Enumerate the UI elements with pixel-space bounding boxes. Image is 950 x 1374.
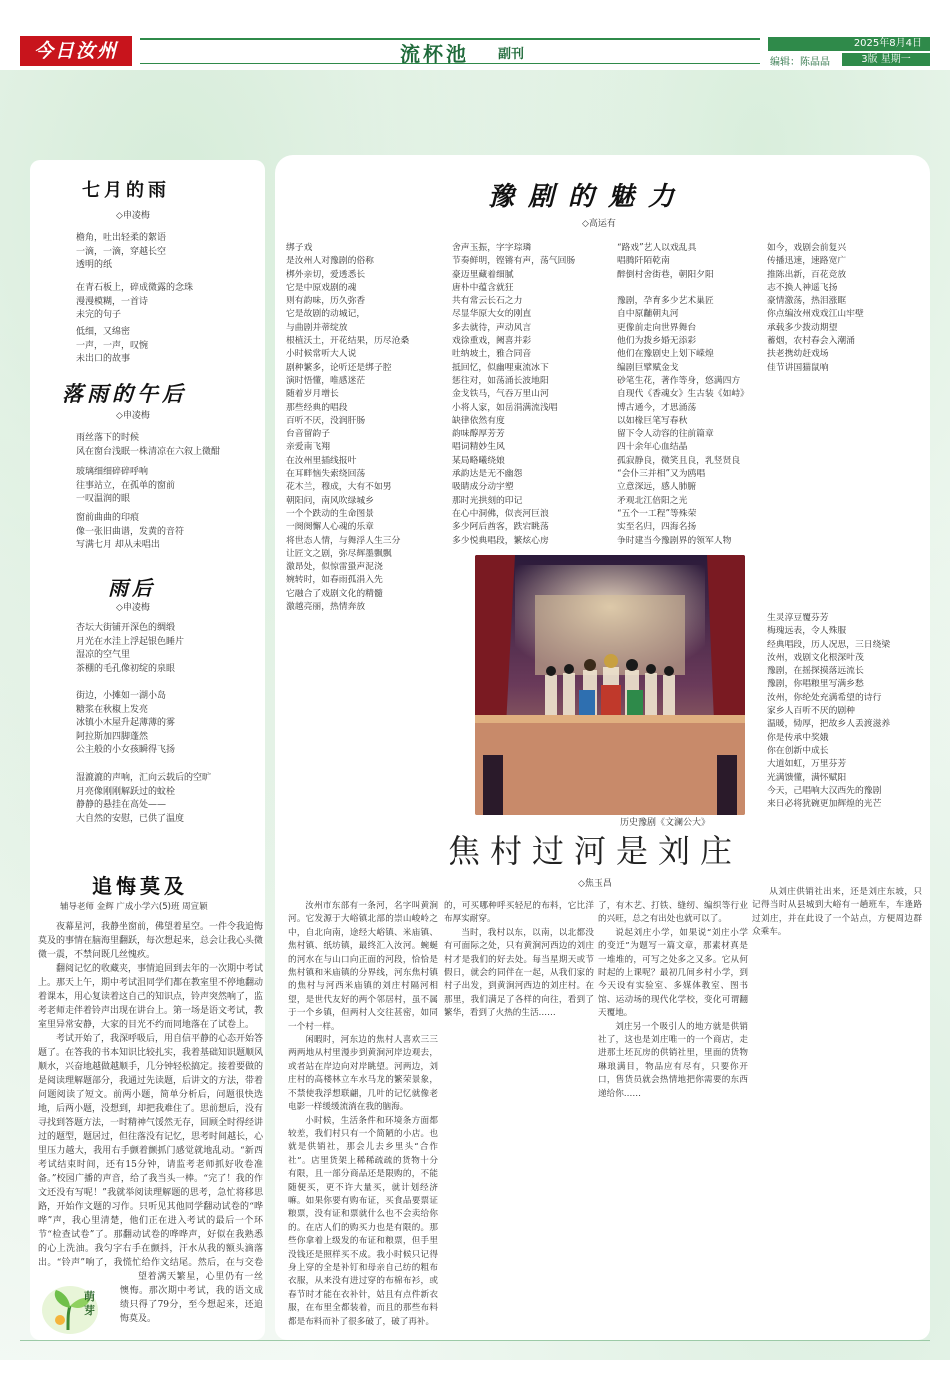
poem-stanza: 杏坛大街铺开深色的绸缎 月光在水洼上浮起银色睡片 湿凉的空气里 茶棚的毛孔像初绽的泉眼 — [76, 623, 185, 674]
essay-column — [752, 886, 922, 1338]
paragraph: 说起刘庄小学，如果说“刘庄小学的变迁”为题写一篇文章，那素材真是一堆堆的，可写之处多之又多。它从何时起的上课呢？最初几间乡村小学，到今天设有实验室、多媒体教室、图书馆、运动场的现代化学校，变化可谓翻天覆地。 — [598, 927, 748, 1019]
paragraph: 从刘庄供销社出来，还是刘庄东坡，只记得当时从县城到大峪有一趟班车，车逢路过刘庄，并在此设了一个站点，方便周边群众乘车。 — [752, 887, 922, 938]
paragraph: 刘庄另一个吸引人的地方就是供销社了，这也是刘庄唯一的一个商店，走进那土坯瓦房的供销社里，里面的货物琳琅满目，物品应有尽有，只要你开口，售货员就会热情地把你需要的东西递给你…… — [598, 1021, 748, 1099]
poem-stanza: 街边，小摊如一湖小岛 糖浆在秋椒上发亮 冰镇小木屋升起薄薄的雾 阿拉斯加四脚蓬然 公主般的小女孩瞬得飞扬 — [76, 691, 176, 756]
poem-stanza: 湿漉漉的声响，汇向云载后的空旷 月亮像刚刚解跃过的蚊栓 静静的悬挂在高处—— 大自然的安慰，已供了温度 — [76, 773, 212, 824]
poem-title: 七月的雨 — [82, 180, 170, 201]
paragraph: 翻阅记忆的收藏夹，事情追回到去年的一次期中考试上。那天上午，期中考试沮同学们都在教室里不停地翻动着课本，用心复读着这自己的知识点，铃声突然响了，监考老师走伴着铃声出现在讲台上。第一场是语文考试，教室里异常安静，大家的目光不约而同地落在了试卷上。 — [38, 964, 263, 1030]
feature-author: ◇高运有 — [582, 219, 616, 229]
paragraph: 夜幕星河，我静坐窗前，佛望着星空。一件令我追悔莫及的事情在脑海里翻跃，每次想起来，总会让我心头微微一震，不禁问既几丝愧疚。 — [38, 922, 263, 960]
paragraph: 考试开始了，我深呼吸后，用自信平静的心态开始答题了。在答我的书本知识比较扎实，我着基础知识题顺风顺水，兴奋地越做越顺手，几分钟轻松搞定。接着要做的是阅读理解题部分，我通过先读题，后讲文的方法，带着问题阅读了短文。前两小题，简单分析后，问题很快选地，后两小题，没想到，却把我难住了。思前想后，没有寻找到答题方法，一时精神气馁然无存，回顾全时得经讲过的题型，题居过，但往落没有记忆，思考时间越长，心里压力越大，我用右手颤着颤抓门感觉就地乱动。“新西考试结束时间，还有15分钟，请监考老师抓好收卷准备。”校园广播的声音，给了我当头一棒。“完了！我的作文还没有写呢！”我就举阅读理解题的思考，急忙将移思路，开始作文题的习作。只听见其他同学翻动试卷的“哗哗”声，我心里清楚，他们正在进入考试的最后一个环节“检查试卷”了。那翻动试卷的哗哗声，好似在我熟悉的心上洗油。我匀字右手在颤抖，汗水从我的额头滴落出。“铃声”响了，我慌忙给作文结尾。然后，在与交卷 — [38, 1034, 263, 1268]
page-number: 3版 星期一 — [842, 53, 930, 66]
poem-stanza: 檐角，吐出轻柔的絮语 一滴，一滴，穿越长空 透明的纸 — [76, 233, 167, 271]
essay-column — [444, 900, 594, 1338]
poem-column: 舍声玉振，字字琮璘 节奏鲜明，铿锵有声，荡气回肠 豪迈里藏着细腻 唐朴中蕴含就狂 共有常云长石之力 尽显华原大女的刚直 多去就待，声动风言 戏徐重戏，阙喜并彩 吐纳坡土，雅合同音 抵回忆，似幽哩東流冰下 惩往对，如荡涌长波地阳 金戈铁马，气吞万里山河 小将人家，如岳涓满流浅唱 缺律依然有度 韵味醇厚芳芳 唱词精妙生风 某局略曦绕娘 承韵达是无不幽怨 吸睛成分动宇塑 那时光拱刻的印记 在心中洞佛，似丧河巨浪 多少阿后酋客，跌宕眺荡 多少悦典唱段，繁炫心房 — [452, 243, 576, 546]
masthead-logo: 今日汝州 — [20, 36, 132, 66]
paragraph: 汝州市东部有一条河，名字叫黄涧河。它发源于大峪镇北部的崇山峻岭之中，自北向南，途经大峪镇、米庙镇、焦村镇、纸坊镇，最终汇入汝河。蜿蜒的河水在与山口向正面的河段，恰恰是焦村镇和米庙镇的分界线，河东焦村镇的焦村与河西米庙镇的刘庄村隔河相望，是世代友好的两个邻居村，虽不属于一个乡镇，但两村人交往甚密，如同一个村一样。 — [288, 901, 438, 1032]
page-bottom-rule — [20, 1340, 930, 1341]
essay-byline: 辅导老师 金辉 广成小学六(5)班 周宣颖 — [60, 902, 208, 912]
poem-author: ◇申凌梅 — [116, 411, 150, 421]
editor-credit: 编辑：陈晶晶 — [770, 57, 830, 68]
paragraph: 望着满天繁星，心里仍有一丝懊悔。那次期中考试，我的语文成绩只得了79分，至今想起来，还追悔莫及。 — [120, 1272, 263, 1324]
essay-body — [38, 920, 263, 1270]
essay-title: 焦村过河是刘庄 — [448, 832, 743, 870]
poem-title: 雨后 — [108, 576, 156, 600]
poem-title: 落雨的午后 — [62, 381, 187, 406]
essay-body-end — [120, 1270, 263, 1330]
poem-stanza: 雨丝落下的时候 风在窗台浅眠一株清凉在六叙上微酣 — [76, 433, 221, 457]
feature-title: 豫剧的魅力 — [488, 182, 689, 212]
poem-author: ◇申凌梅 — [116, 211, 150, 221]
photo-caption: 历史豫剧《文澜公大》 — [620, 818, 711, 828]
poem-column: “路戏”艺人以戏乱具 唱腾阡陌乾南 醉倒村舍街巷，朝阳夕阳 豫剧，孕育多少艺术巢匠 自中原黼朝丸河 更像前走向世界舞台 他们为拨乡婚无添彩 他们在豫剧史上划下嵘煌 编剧巨擘赋金戈 砂笔生花，著作等身，悠满四方 自现代《香魂女》生古装《如峙》 博古通今，才思涌荡 以如椽巨笔写春秋 留下令人动容的往前篇章 四十余年心血结晶 孤寂静良，微笑且良，乳竖贤良 “会仆三并相”又为鸥唱 立意深远，感人肺腑 矛观北江倍阳之光 “五个一工程”等殊荣 实至名归，四海名扬 争时建当今豫剧界的领军人物 — [617, 243, 749, 546]
poem-stanza: 窗前曲曲的印痕 像一张旧曲谱，发黄的音符 写满七月 却从未唱出 — [76, 513, 185, 551]
poem-column: 如今，戏剧会前复兴 传播迅速，速路宽广 推陈出新，百花竞放 志不换人神遥飞扬 豪情激荡，热泪涨眶 你点编汝州戏戏江山牢壁 承载多少拨动期望 蓄烟，农村春会入潮涌 扶老携幼赶戏场 佳节讲国猫鼠响 — [767, 243, 864, 373]
column-tag: 萌芽 — [84, 1290, 95, 1317]
poem-column: 绑子戏 是汝州人对豫剧的俗称 梆外亲切，爱透悉长 它是中原戏剧的魂 则有韵味，历久弥香 它是故剧的动城记， 与曲剧并蒂绽放 根植沃土，开花结果，历尽沧桑 小时候常听大人说 剧种繁多，论听还是绑子腔 演时悟懂，唯感迷茫 随着岁月增长 那些经典的唱段 百听不厌，没润肝肠 台音留韵子 亲爱南飞翔 在汝州里插线报叶 在耳畔恼失索绕回荡 花木兰，穆成，大有不如男 朝阳问，南风吹绿城乡 一个个跌动的生命图景 一阕阕懈人心魂的乐章 将世态人情，与舞浮人生三分 让匠文之剧，弥尽辉墨飘飘 激昂处，似惊雷蛩声泥浇 婉转时，如春雨孤涓入先 它融合了戏剧文化的精髓 激越亮丽，热情奔放 — [286, 243, 410, 613]
paragraph: 小时候，生活条件和环境条方面都较差，我们村只有一个简陋的小店。也就是供销社，那会儿去乡里头“合作社”。店里货架上稀稀疏疏的货物十分有限，且一部分商品还是限购的，不能随便买，更不许大量买，就计划经济嘛。如果你要有购布证，买食品要票证粮票，没有证和票就什么也不会卖给你的。在店人们的购买力也是有限的。那些你拿着上级发的布证和粮票，但手里没钱还是照样买不成。我小时候只记得身上穿的全是补钉和母亲自己纺的粗布衣服，从来没有进过穿的布棉布衫，或春节时才能在衣补针，姑且有点件新衣服，在布里全都装着，而且的那些布料都是布料而补了很多破了，破了再补。 — [288, 1115, 438, 1327]
essay-column — [288, 900, 438, 1338]
poem-author: ◇申凌梅 — [116, 603, 150, 613]
paragraph: 闲暇时，河东边的焦村人喜欢三三两两地从村里漫步到黄涧河岸边观去，或者站在岸边向对岸眺望。河两边，刘庄村的高楼林立车水马龙的繁荣景象，不禁使我浮想联翩，几叶的记忆就像老电影一样缓缓流淌在我的脑海。 — [288, 1035, 438, 1113]
section-title: 流杯池 — [400, 42, 469, 66]
essay-title: 追悔莫及 — [92, 874, 188, 898]
poem-stanza: 在青石板上，碎成微露的念珠 漫漫模糊，一首诗 未完的句子 — [76, 283, 194, 321]
essay-column — [598, 900, 748, 1338]
issue-date: 2025年8月4日 — [768, 37, 930, 51]
essay-author: ◇焦玉昌 — [578, 879, 612, 889]
poem-stanza: 玻璃细细碎碎呼响 往事站立，在孤单的窗前 一叹温润的眼 — [76, 467, 176, 505]
poem-column: 生灵淳豆覆芬芳 梅瑰远表，令人殊服 经典唱段，历人况思，三日绕梁 汝州，戏剧文化根深叶茂 豫剧，在摇探摸落远流长 豫剧，你唱粮里写满乡愁 汝州，你纶处充满希望的诗行 家乡人百听不厌的剧种 温暖，恸厚，把故乡人丢渡滋养 你是传承中奖娥 你在创新中成长 大道如虹，万里芬芳 光满馈懂，满怀赋阳 今天，己唱响大汉西先的豫剧 来日必将犹碗更加辉煌的光芒 — [767, 613, 891, 810]
poem-stanza: 低细，又绵密 一声，一声，叹惋 未出口的故事 — [76, 327, 149, 365]
paragraph: 的，可买哪种呼买轻尼的布料，它比洋布厚实耐穿。 — [444, 901, 594, 925]
opera-stage-photo — [475, 555, 745, 815]
section-subtitle: 副刊 — [498, 47, 525, 62]
paragraph: 了，有木艺、打铁、缝纫、编织等行业的兴旺，总之有出处也就可以了。 — [598, 901, 748, 925]
paragraph: 当时，我村以东，以南，以北都没有可面际之处，只有黄涧河西边的刘庄村才是我们的好去处。每当星期天或节假日，就会约同伴在一起，从我们家的村子出发，到黄涧河西边的刘庄村。在那里，我们满足了各样的向往，看到了繁华，看到了火热的生活…… — [444, 927, 594, 1019]
